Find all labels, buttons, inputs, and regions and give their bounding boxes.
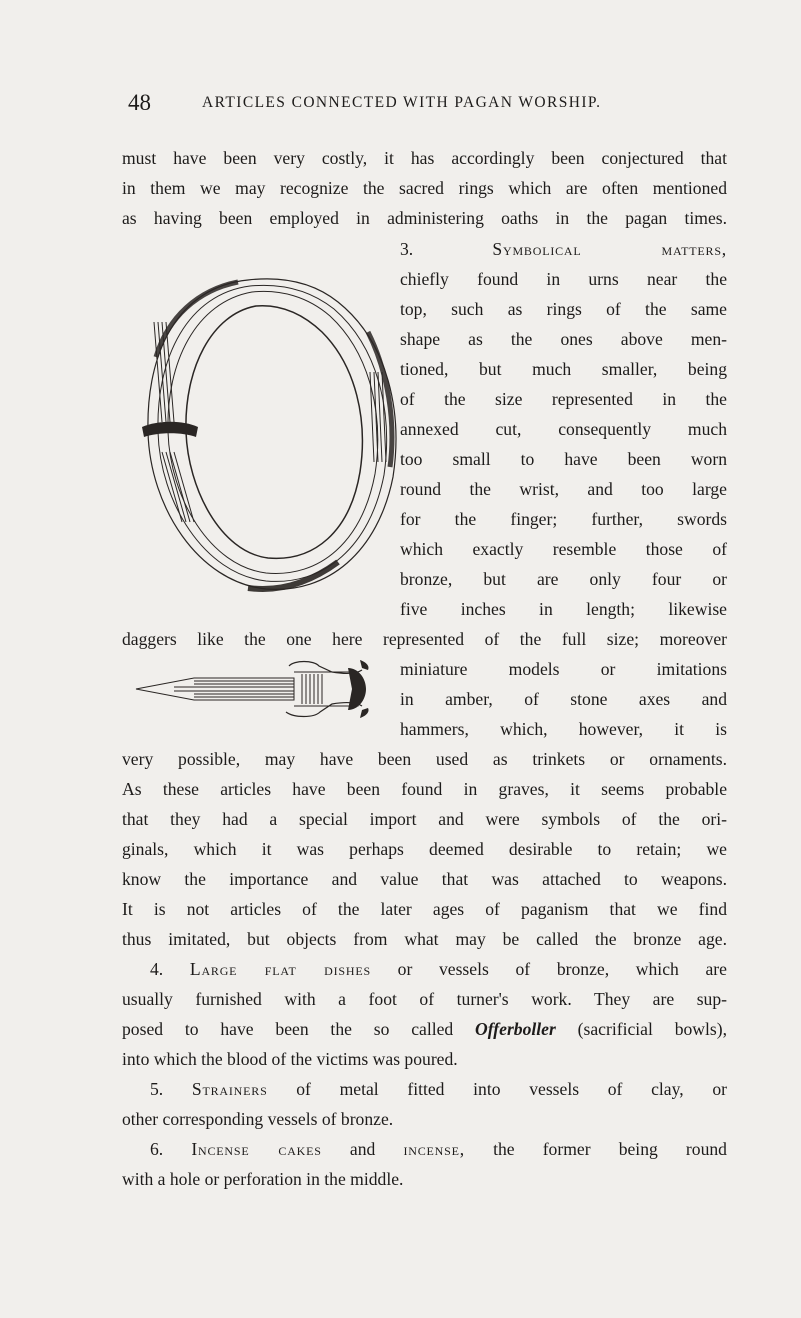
sword-illustration — [134, 652, 374, 722]
text-line: round the wrist, and too large — [400, 479, 727, 499]
text-line: chiefly found in urns near the — [400, 269, 727, 289]
text-line: in them we may recognize the sacred rings which are often mentioned — [122, 178, 727, 198]
section-number: 4. — [150, 959, 164, 979]
text-line: with a hole or perforation in the middle. — [122, 1169, 404, 1189]
text-line: top, such as rings of the same — [400, 299, 727, 319]
text-line: into which the blood of the victims was poured. — [122, 1049, 458, 1069]
running-head-title: ARTICLES CONNECTED WITH PAGAN WORSHIP. — [202, 94, 602, 111]
text-line: for the finger; further, swords — [400, 509, 727, 529]
text-line: very possible, may have been used as trinkets or ornaments. — [122, 749, 727, 769]
text-line: five inches in length; likewise — [400, 599, 727, 619]
section-5-first-line — [150, 1077, 727, 1101]
text-line: too small to have been worn — [400, 449, 727, 469]
page-number: 48 — [128, 90, 151, 115]
text-line: annexed cut, consequently much — [400, 419, 727, 439]
running-head — [128, 90, 688, 118]
section-heading: Symbolical matters, — [492, 239, 727, 259]
section-number: 5. — [150, 1079, 164, 1099]
text-line: usually furnished with a foot of turner's work. They are sup- — [122, 989, 727, 1009]
text-line: as having been employed in administering oaths in the pagan times. — [122, 208, 727, 228]
text-line: daggers like the one here represented of the full size; moreover — [122, 629, 727, 649]
section-heading: Strainers — [191, 1079, 268, 1099]
text-span: and — [349, 1139, 376, 1159]
section-3-first-line — [400, 237, 727, 261]
text-span: or vessels of bronze, which are — [397, 959, 727, 979]
text-span: posed to have been the so called — [122, 1019, 454, 1039]
text-line: thus imitated, but objects from what may be called the bronze age. — [122, 929, 727, 949]
text-line: It is not articles of the later ages of paganism that we find — [122, 899, 727, 919]
text-line: that they had a special import and were symbols of the ori- — [122, 809, 727, 829]
text-line: hammers, which, however, it is — [400, 719, 727, 739]
section-6-first-line — [150, 1137, 727, 1161]
text-line: ginals, which it was perhaps deemed desirable to retain; we — [122, 839, 727, 859]
text-line: tioned, but much smaller, being — [400, 359, 727, 379]
text-line: other corresponding vessels of bronze. — [122, 1109, 394, 1129]
section-heading-2: incense, — [403, 1139, 465, 1159]
text-line: miniature models or imitations — [400, 659, 727, 679]
text-line — [122, 1017, 727, 1041]
italic-term: Offerboller — [475, 1019, 556, 1039]
section-number: 6. — [150, 1139, 164, 1159]
text-line: which exactly resemble those of — [400, 539, 727, 559]
section-number: 3. — [400, 239, 414, 259]
text-line: in amber, of stone axes and — [400, 689, 727, 709]
section-4-first-line — [150, 957, 727, 981]
text-span: the former being round — [493, 1139, 727, 1159]
ring-illustration — [138, 262, 406, 607]
text-line: of the size represented in the — [400, 389, 727, 409]
text-span: of metal fitted into vessels of clay, or — [296, 1079, 727, 1099]
text-line: must have been very costly, it has accordingly been conjectured that — [122, 148, 727, 168]
section-heading: Large flat dishes — [189, 959, 371, 979]
text-line: shape as the ones above men- — [400, 329, 727, 349]
text-line: bronze, but are only four or — [400, 569, 727, 589]
text-span: (sacrificial bowls), — [577, 1019, 727, 1039]
text-line: know the importance and value that was attached to weapons. — [122, 869, 727, 889]
section-heading: Incense cakes — [191, 1139, 322, 1159]
text-line: As these articles have been found in graves, it seems probable — [122, 779, 727, 799]
